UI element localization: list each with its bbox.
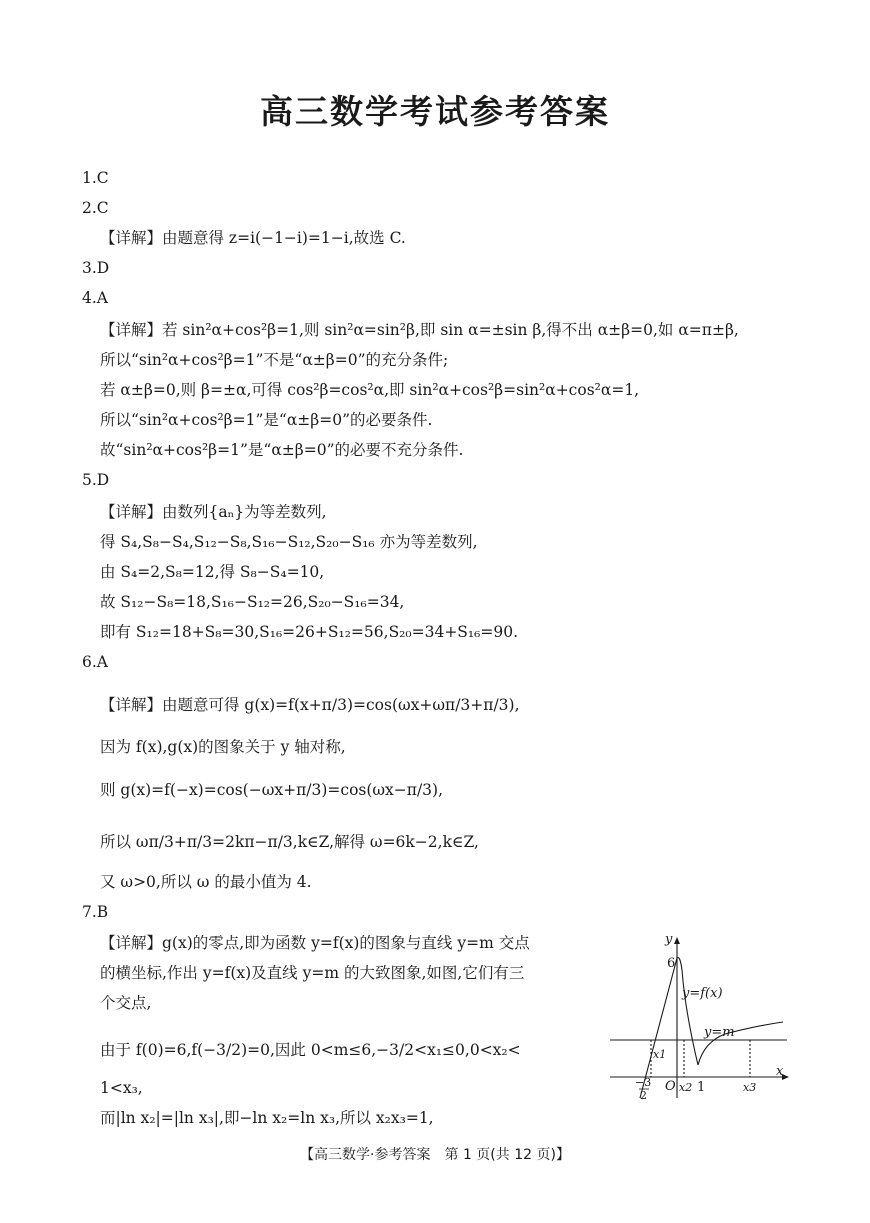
x3-label: x3 [743, 1081, 757, 1094]
answer-line: 则 g(x)=f(−x)=cos(−ωx+π/3)=cos(ωx−π/3), [100, 781, 444, 799]
answer-line: 【详解】若 sin²α+cos²β=1,则 sin²α=sin²β,即 sin α=±sin β,得不出 α±β=0,如 α=π±β, [100, 321, 739, 339]
x-axis-label: x [776, 1064, 784, 1079]
answer-line: 3.D [82, 259, 110, 277]
answer-line: 而|ln x₂|=|ln x₃|,即−ln x₂=ln x₃,所以 x₂x₃=1, [100, 1109, 434, 1127]
answer-line: 所以 ωπ/3+π/3=2kπ−π/3,k∈Z,解得 ω=6k−2,k∈Z, [100, 833, 479, 851]
answer-line: 由 S₄=2,S₈=12,得 S₈−S₄=10, [100, 563, 325, 581]
neg-frac-denominator: 2 [640, 1089, 647, 1100]
answer-line: 4.A [82, 289, 108, 307]
answer-line: 1.C [82, 169, 109, 187]
answer-line: 所以“sin²α+cos²β=1”不是“α±β=0”的充分条件; [100, 351, 449, 369]
x2-label: x2 [679, 1081, 693, 1094]
answer-line: 因为 f(x),g(x)的图象关于 y 轴对称, [100, 738, 346, 756]
answer-line: 故“sin²α+cos²β=1”是“α±β=0”的必要不充分条件. [100, 441, 464, 459]
answer-line: 【详解】由数列{aₙ}为等差数列, [100, 503, 327, 521]
curve-label: y=f(x) [682, 986, 723, 1001]
answer-line: 若 α±β=0,则 β=±α,可得 cos²β=cos²α,即 sin²α+cos²β=sin²α+cos²α=1, [100, 381, 640, 399]
answer-line: 的横坐标,作出 y=f(x)及直线 y=m 的大致图象,如图,它们有三 [100, 964, 525, 982]
answer-line: 7.B [82, 903, 109, 921]
answer-line: 6.A [82, 653, 108, 671]
answer-line: 故 S₁₂−S₈=18,S₁₆−S₁₂=26,S₂₀−S₁₆=34, [100, 593, 405, 611]
answer-line: 5.D [82, 471, 110, 489]
answer-line: 1<x₃, [100, 1079, 143, 1097]
y-axis-arrow [674, 937, 680, 944]
page-title: 高三数学考试参考答案 [260, 92, 610, 131]
y-tick-6: 6 [667, 956, 676, 971]
answer-line: 由于 f(0)=6,f(−3/2)=0,因此 0<m≤6,−3/2<x₁≤0,0<x₂< [100, 1041, 521, 1059]
answer-line: 【详解】由题意得 z=i(−1−i)=1−i,故选 C. [100, 229, 406, 247]
x1-label: x1 [653, 1048, 667, 1061]
y-axis-label: y [665, 932, 673, 947]
answer-line: 个交点, [100, 994, 152, 1012]
answer-line: 【详解】由题意可得 g(x)=f(x+π/3)=cos(ωx+ωπ/3+π/3), [100, 696, 520, 714]
answer-line: 【详解】g(x)的零点,即为函数 y=f(x)的图象与直线 y=m 交点 [100, 934, 530, 952]
answer-line: 得 S₄,S₈−S₄,S₁₂−S₈,S₁₆−S₁₂,S₂₀−S₁₆ 亦为等差数列, [100, 533, 478, 551]
answer-line: 所以“sin²α+cos²β=1”是“α±β=0”的必要条件. [100, 411, 433, 429]
answer-line: 又 ω>0,所以 ω 的最小值为 4. [100, 873, 312, 891]
function-graph-figure [605, 930, 795, 1100]
origin-label: O [665, 1079, 676, 1094]
answer-line: 即有 S₁₂=18+S₈=30,S₁₆=26+S₁₂=56,S₂₀=34+S₁₆=90. [100, 623, 518, 641]
neg-frac-numerator: −3 [635, 1076, 652, 1089]
page-footer: 【高三数学·参考答案 第 1 页(共 12 页)】 [300, 1147, 570, 1163]
answer-line: 2.C [82, 199, 109, 217]
line-label: y=m [704, 1025, 735, 1040]
one-label: 1 [697, 1080, 706, 1095]
